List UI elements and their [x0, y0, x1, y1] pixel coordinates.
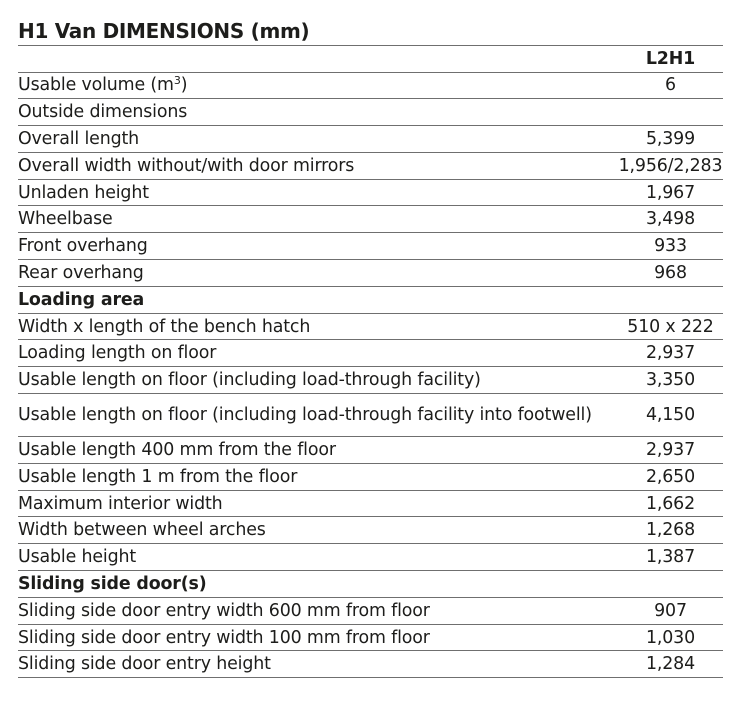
row-value: 1,956/2,283	[618, 152, 723, 179]
row-value	[618, 99, 723, 126]
row-value: 5,399	[618, 126, 723, 153]
row-value: 510 x 222	[618, 313, 723, 340]
row-label: Wheelbase	[18, 206, 618, 233]
row-value: 3,350	[618, 367, 723, 394]
row-label: Width between wheel arches	[18, 517, 618, 544]
row-label: Width x length of the bench hatch	[18, 313, 618, 340]
table-row	[18, 651, 723, 678]
table-row	[18, 233, 723, 260]
row-label: Rear overhang	[18, 260, 618, 287]
row-label: Usable length on floor (including load-through facility into footwell)	[18, 394, 618, 437]
row-value: 3,498	[618, 206, 723, 233]
row-value: 2,650	[618, 463, 723, 490]
table-row	[18, 367, 723, 394]
row-label: Loading length on floor	[18, 340, 618, 367]
row-label: Sliding side door entry width 600 mm from floor	[18, 597, 618, 624]
table-row	[18, 517, 723, 544]
table-row	[18, 463, 723, 490]
row-value: 933	[618, 233, 723, 260]
row-label: Usable length on floor (including load-through facility)	[18, 367, 618, 394]
row-label: Unladen height	[18, 179, 618, 206]
row-label: Maximum interior width	[18, 490, 618, 517]
table-row	[18, 624, 723, 651]
row-label: Front overhang	[18, 233, 618, 260]
table-row	[18, 179, 723, 206]
row-value: 1,662	[618, 490, 723, 517]
section-heading: Sliding side door(s)	[18, 571, 618, 598]
header-label-cell	[18, 46, 618, 72]
table-row	[18, 340, 723, 367]
table-row	[18, 152, 723, 179]
table-row	[18, 490, 723, 517]
row-value: 1,284	[618, 651, 723, 678]
row-value: 6	[618, 72, 723, 99]
row-label: Overall length	[18, 126, 618, 153]
row-value	[618, 571, 723, 598]
table-row	[18, 597, 723, 624]
section-row-sliding-side-doors	[18, 571, 723, 598]
row-value: 907	[618, 597, 723, 624]
section-row-loading-area	[18, 286, 723, 313]
table-row	[18, 206, 723, 233]
row-label: Usable height	[18, 544, 618, 571]
row-value: 2,937	[618, 340, 723, 367]
row-label: Sliding side door entry height	[18, 651, 618, 678]
superscript: 3	[173, 74, 181, 88]
row-label: Usable length 1 m from the floor	[18, 463, 618, 490]
dimensions-table	[18, 46, 723, 678]
table-row	[18, 437, 723, 464]
row-label: Usable volume $(m^3)$	[18, 72, 618, 99]
row-value: 1,268	[618, 517, 723, 544]
table-row	[18, 99, 723, 126]
row-value: 1,967	[618, 179, 723, 206]
table-row	[18, 72, 723, 99]
dimensions-sheet	[18, 17, 723, 678]
page-title: H1 Van DIMENSIONS (mm)	[18, 17, 723, 46]
table-row	[18, 260, 723, 287]
row-label: Sliding side door entry width 100 mm from floor	[18, 624, 618, 651]
table-row	[18, 394, 723, 437]
table-row	[18, 126, 723, 153]
row-value: 1,387	[618, 544, 723, 571]
row-value: 968	[618, 260, 723, 287]
row-label: Overall width without/with door mirrors	[18, 152, 618, 179]
row-label: Outside dimensions	[18, 99, 618, 126]
table-row	[18, 313, 723, 340]
table-row	[18, 544, 723, 571]
table-header-row	[18, 46, 723, 72]
column-header-l2h1: L2H1	[618, 46, 723, 72]
row-value: 4,150	[618, 394, 723, 437]
row-value: 1,030	[618, 624, 723, 651]
row-label: Usable length 400 mm from the floor	[18, 437, 618, 464]
section-heading: Loading area	[18, 286, 618, 313]
row-value: 2,937	[618, 437, 723, 464]
row-value	[618, 286, 723, 313]
